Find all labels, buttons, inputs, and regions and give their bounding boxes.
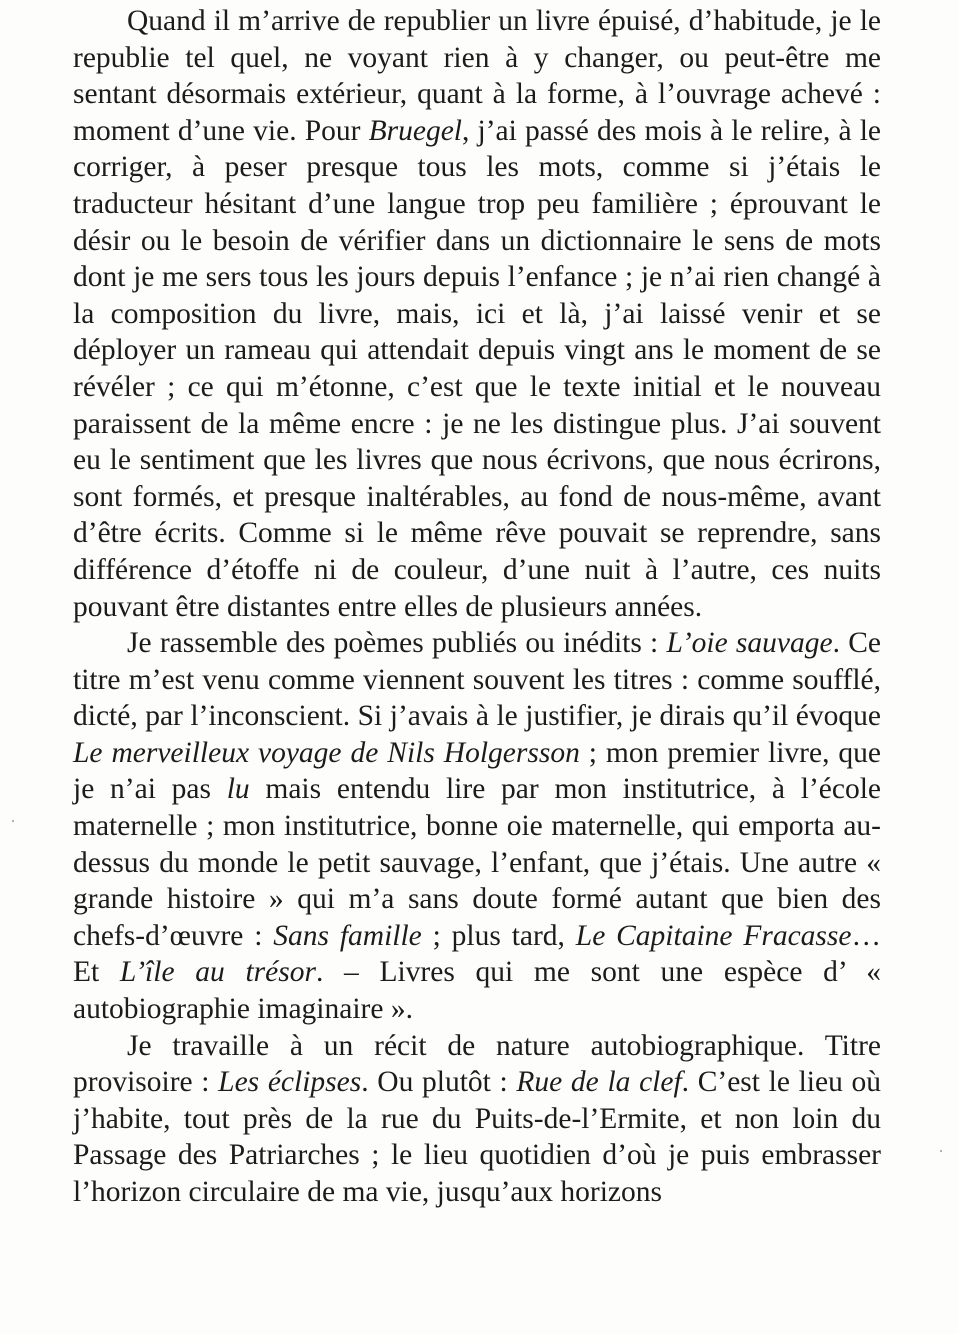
book-title-ile-au-tresor: L’île au trésor — [119, 956, 316, 989]
book-title-nils-holgersson: Le merveilleux voyage de Nils Holgersson — [73, 736, 580, 769]
book-title-bruegel: Bruegel — [368, 114, 462, 147]
text-segment: . Ce titre m’est venu comme viennent souvent les titres : comme soufflé, dicté, par l’inconscient. Si j’avais à le justifier, je dirais qu’il évoque — [73, 627, 881, 733]
text-segment: Quand il m’arrive de republier un livre épuisé, d’habitude, je le republie tel quel, ne voyant rien à y changer, ou peut-être me sentant désormais extérieur, quant à la forme, à l’ouvrage achevé : moment d’une vie. Pour — [73, 5, 881, 147]
text-segment: . C’est le lieu où j’habite, tout près de la rue du Puits-de-l’Ermite, et non loin du Passage des Patriarches ; le lieu quotidien d’où je puis embrasser l’horizon circulaire de ma vie, jusqu’aux horizons — [73, 1066, 882, 1208]
book-title-capitaine-fracasse: Le Capitaine Fracasse — [575, 919, 852, 952]
book-page — [73, 0, 881, 1211]
text-segment: Je travaille à un récit de nature autobiographique. Titre provisoire : — [73, 1029, 881, 1099]
scan-speck — [940, 1150, 942, 1152]
book-title-oie-sauvage: L’oie sauvage — [666, 627, 833, 660]
text-segment: . Ou plutôt : — [361, 1066, 517, 1099]
text-segment: . – Livres qui me sont une espèce d’ « autobiographie imaginaire ». — [73, 956, 881, 1026]
paragraph-rue-de-la-clef — [73, 1028, 881, 1211]
text-segment: ; plus tard, — [421, 919, 576, 952]
book-title-sans-famille: Sans famille — [273, 919, 422, 952]
text-segment: ; mon premier livre, que je n’ai pas — [73, 736, 881, 806]
text-segment: , j’ai passé des mois à le relire, à le corriger, à peser presque tous les mots, comme si j’étais le traducteur hésitant d’une langue trop peu familière ; éprouvant le désir ou le besoin de vérifier dans un dictionnaire le sens de mots dont je me sers tous les jours depuis l’enfance ; je n’ai rien changé à la composition du livre, mais, ici et là, j’ai laissé venir et se déployer un rameau qui attendait depuis vingt ans le moment de se révéler ; ce qui m’étonne, c’est que le texte initial et le nouveau paraissent de la même encre : je ne les distingue plus. J’ai souvent eu le sentiment que les livres que nous écrivons, que nous écrirons, sont formés, et presque inaltérables, au fond de nous-même, avant d’être écrits. Comme si le même rêve pouvait se reprendre, sans différence d’étoffe ni de couleur, d’une nuit à l’autre, ces nuits pouvant être distantes entre elles de plusieurs années. — [73, 114, 881, 623]
emphasis-lu: lu — [226, 773, 250, 806]
text-segment: Je rassemble des poèmes publiés ou inédits : — [127, 627, 667, 660]
text-segment: … Et — [73, 919, 881, 989]
text-segment: mais entendu lire par mon institutrice, à l’école maternelle ; mon institutrice, bonne oie maternelle, qui emporta au-dessus du monde le petit sauvage, l’enfant, que j’étais. Une autre « grande histoire » qui m’a sans doute formé autant que bien des chefs-d’œuvre : — [73, 773, 881, 952]
paragraph-bruegel — [73, 3, 881, 625]
book-title-rue-de-la-clef: Rue de la clef — [516, 1066, 682, 1099]
paragraph-oie-sauvage — [73, 625, 881, 1028]
scan-speck — [12, 820, 14, 822]
book-title-les-eclipses: Les éclipses — [218, 1066, 362, 1099]
